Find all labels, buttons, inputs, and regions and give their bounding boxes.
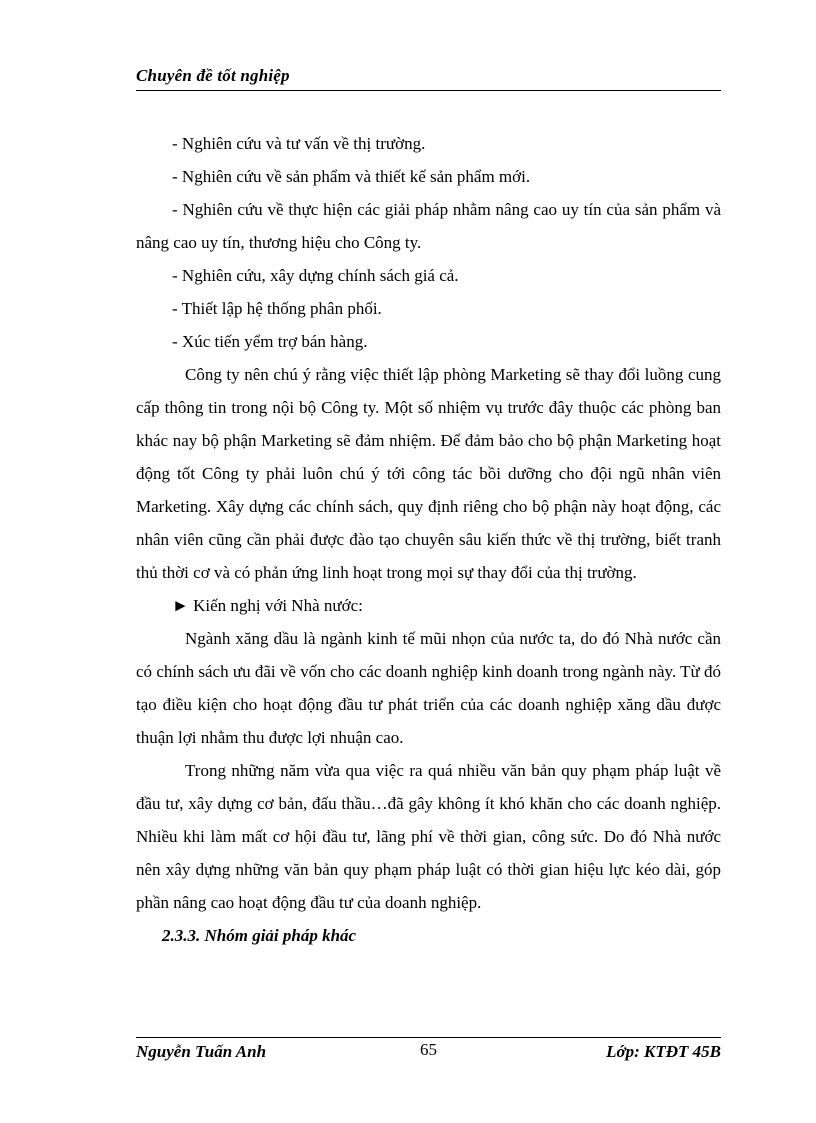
recommendation-heading: ► Kiến nghị với Nhà nước: [172,596,363,615]
footer-author: Nguyễn Tuấn Anh [136,1042,267,1061]
document-body [136,127,721,952]
page-footer [136,1037,721,1068]
page-header [136,64,721,91]
header-title: Chuyên đề tốt nghiệp [136,66,290,85]
paragraph-fuel-industry: Ngành xăng dầu là ngành kinh tế mũi nhọn của nước ta, do đó Nhà nước cần có chính sách ưu đãi về vốn cho các doanh nghiệp kinh doanh trong ngành này. Từ đó tạo điều kiện cho hoạt động đầu tư phát triển của các doanh nghiệp xăng dầu được thuận lợi nhằm thu được lợi nhuận cao. [136,629,721,747]
list-item: - Xúc tiến yểm trợ bán hàng. [172,332,368,351]
list-item: - Nghiên cứu về thực hiện các giải pháp nhằm nâng cao uy tín của sản phẩm và nâng cao uy tín, thương hiệu cho Công ty. [136,200,721,252]
footer-class: Lớp: KTĐT 45B [606,1042,721,1061]
list-item: - Nghiên cứu, xây dựng chính sách giá cả. [172,266,459,285]
list-item: - Thiết lập hệ thống phân phối. [172,299,382,318]
section-heading: 2.3.3. Nhóm giải pháp khác [162,926,357,945]
list-item: - Nghiên cứu và tư vấn về thị trường. [172,134,426,153]
paragraph-legal-documents: Trong những năm vừa qua việc ra quá nhiều văn bản quy phạm pháp luật về đầu tư, xây dựng cơ bản, đấu thầu…đã gây không ít khó khăn cho các doanh nghiệp. Nhiều khi làm mất cơ hội đầu tư, lãng phí về thời gian, công sức. Do đó Nhà nước nên xây dựng những văn bản quy phạm pháp luật có thời gian hiệu lực kéo dài, góp phần nâng cao hoạt động đầu tư của doanh nghiệp. [136,761,721,912]
list-item: - Nghiên cứu về sản phẩm và thiết kế sản phẩm mới. [172,167,531,186]
page-number: 65 [420,1040,437,1059]
paragraph-marketing: Công ty nên chú ý rằng việc thiết lập phòng Marketing sẽ thay đổi luồng cung cấp thông tin trong nội bộ Công ty. Một số nhiệm vụ trước đây thuộc các phòng ban khác nay bộ phận Marketing sẽ đảm nhiệm. Để đảm bảo cho bộ phận Marketing hoạt động tốt Công ty phải luôn chú ý tới công tác bồi dưỡng cho đội ngũ nhân viên Marketing. Xây dựng các chính sách, quy định riêng cho bộ phận này hoạt động, các nhân viên cũng cần phải được đào tạo chuyên sâu kiến thức về thị trường, biết tranh thủ thời cơ và có phản ứng linh hoạt trong mọi sự thay đổi của thị trường. [136,365,721,582]
